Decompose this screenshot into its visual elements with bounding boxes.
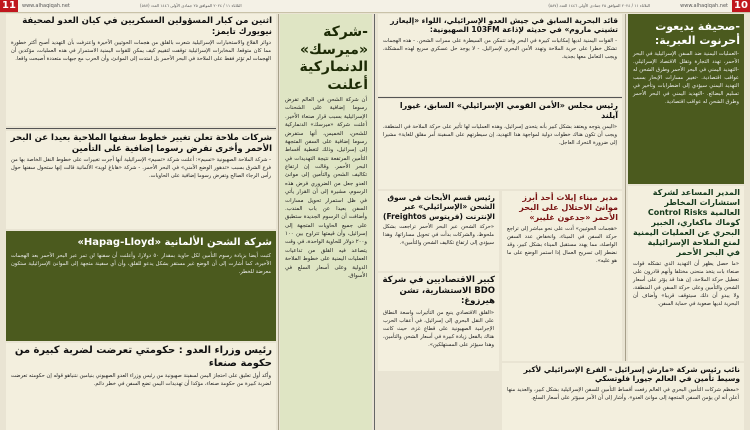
nyt-headline: اثنين من كبار المسؤولين العسكريين في كيان العدو لصحيفة نيويورك تايمز: [22, 16, 272, 37]
shipping-headline: شركات ملاحة تعلن تغيير خطوط سفنها الملاحية بعيدا عن البحر الأحمر وأخرى تفرض رسوما إضافية على التأمين [10, 133, 272, 154]
site-url-left[interactable]: www.alhaqiqah.net [22, 3, 70, 9]
freightos-headline: رئيس قسم الأبحاث في سوق الشحن «الإسرائيلي» عبر الإنترنت (فريتوس Freightos) [383, 193, 495, 221]
navy-commander-body: - القوات اليمنية لديها إمكانيات كبيرة في البحر وقد تتمكن من السيطرة على ممرات الشحن. - هذه الهجمات تشكل خطرا على حرية الملاحة وتهدد الأمن البحري لإسرائيل. - لا يوجد حل عسكري سريع لهذه المشكلة، ويجب التعامل معها بجدية. [383, 37, 617, 60]
yedioth-body: -العمليات اليمنية ضد السفن الإسرائيلية في البحر الأحمر، تهدد التجارة وتقلل الاقتصاد الإسرائيلي. -التهديد اليمني في البحر الأحمر وطرق الشحن له عواقب اقتصادية. -تغيير مسارات الإبحار بسبب التهديد اليمني سيؤدي إلى اضطرابات وتأخير في تسليم البضائع. -التهديد اليمني في البحر الأحمر وطرق الشحن له عواقب اقتصادية. [633, 50, 739, 105]
column-rule [278, 14, 279, 430]
maersk-body: أن شركة الشحن في العالم تفرض رسوما إضافية على الشحنات الإسرائيلية بسبب قرار صنعاء الأخير. أعلنت شركة «ميرسك» الدنماركية للشحن، الخميس، أنها ستفرض رسوما إضافية على السفن المتجهة إلى إسرائيل، وذلك لتغطية أقساط التأمين المرتفعة نتيجة التهديدات في البحر الأحمر. وقالت إن ارتفاع تكاليف الشحن والتأمين إلى موانئ العدو جعل من الضروري فرض هذه الرسوم، مشيرة إلى أن القرار يأتي في ظل استمرار تحويل مسارات السفن بعيدا عن باب المندب. وأضافت أن الرسوم الجديدة ستطبق على جميع الحاويات المتجهة إلى إسرائيل، وأن قيمتها تتراوح بين ١٠٠ و٢٠٠ دولار للحاوية الواحدة، في وقت يتصاعد فيه القلق من تداعيات العمليات اليمنية على خطوط الملاحة الدولية وعلى أسعار السلع في الأسواق. [285, 97, 367, 279]
page-divider [374, 14, 375, 430]
column-rule [625, 14, 626, 361]
control-risks-headline: المدير المساعد لشركة استشارات المخاطر العالمية Control Risks كوماك ماكغاري، الخبير البحري عن العمليات اليمنية لمنع الملاحة الإسرائيلية في البحر الأحمر [632, 188, 740, 257]
shipping-article [6, 131, 276, 229]
site-url-right[interactable]: www.alhaqiqah.net [680, 3, 728, 9]
freightos-article [378, 191, 499, 271]
control-risks-body: «ما حصل يظهر أن التهديد الذي تشكله قوات صنعاء بات يتخذ منحنى مختلفا وأنهم قادرون على تعطيل حركة الملاحة، إن هذا قد يؤثر على أسعار الشحن والتأمين وعلى حركة السفن في المنطقة، ولا يبدو أن ذلك سيتوقف قريبا» وأضاف أن البحرية لديها صعوبة في حماية السفن. [633, 261, 739, 308]
bdo-body: «القلق الاقتصادي ينبع من التأثيرات واسعة النطاق على النقل البحري إلى إسرائيل، في أعقاب الحرب الإجرامية الصهيونية على قطاع غزة، حيث كانت هناك بالفعل زيادة كبيرة في أسعار الشحن والتأمين، وهذا سيؤثر على المستهلكين». [383, 309, 494, 349]
navy-commander-headline: قائد البحرية السابق في جيش العدو الإسرائيلي، اللواء «إليعازر تشيني ماروم» في حديثه لإذاعة 103FM الصهيونية: [390, 16, 618, 35]
freightos-body: «حركة الشحن عبر البحر الأحمر تراجعت بشكل ملحوظ، والشركات بدأت في تحويل مساراتها، وهذا سيؤدي إلى ارتفاع تكاليف الشحن والتأمين». [383, 224, 494, 247]
control-risks-article [628, 186, 744, 361]
section-rule [378, 97, 622, 98]
nyt-body: دوائر القلاع والاستخبارات الإسرائيلية شعرت بالقلق من هجمات الحوثيين الأخيرة واعترفت بأن التهديد أصبح أكثر خطورة مما كان متوقعا. المخابرات الإسرائيلية توقفت لتقييم كيف يمكن للقوات اليمنية الاستمرار في هذه العمليات، مؤكدين أن الهجمات لم تؤثر فقط على الملاحة في البحر الأحمر بل امتدت إلى الموانئ، وأن الحرب مع جبهات متعددة أصبحت واقعا. [11, 40, 271, 63]
maersk-column [280, 14, 372, 430]
yedioth-article [628, 14, 744, 184]
bdo-article [378, 273, 499, 371]
header-bar [0, 0, 750, 13]
minister-article [6, 343, 276, 430]
hapag-article [6, 231, 276, 341]
national-security-headline: رئيس مجلس «الأمن القومي الإسرائيلي» السابق، غيورا آيلند [399, 101, 618, 120]
page-number-left: 11 [0, 0, 18, 12]
yedioth-headline: -صحيفة يديعوت أحرنوت العبرية: [654, 20, 740, 47]
issue-info-left: الثلاثاء ١١ / ٢٠٢٤ الموافق ٢٥ جمادى الأولى ١٤٤٦ العدد (٥٨٧) [140, 3, 242, 8]
maersk-headline: -شركة «ميرسك» الدنماركية أعلنت [299, 24, 368, 93]
hapag-headline: شركة الشحن الألمانية «Hapag-Lloyd» [77, 237, 272, 248]
minister-body: وأكد أول تعليق على احتجاز اليمن لسفينة صهيونية من رئيس وزراء العدو الصهيوني بنيامين نتنياهو قوله إن حكومته تعرضت لضربة كبيرة من حكومة صنعاء، مؤكدا أن تهديدات اليمن تضع السفن في خطر دائم. [11, 373, 271, 388]
marsh-body: «معظم شركات التأمين البحري في العالم رفعت أقساط التأمين للسفن الإسرائيلية بشكل كبير، والعديد منها أعلن أنه لن يؤمن السفن المتجهة إلى موانئ العدو». وأشار إلى أن الأمر سيؤثر على أسعار السلع. [507, 386, 739, 401]
page-number-right: 10 [732, 0, 750, 12]
eilat-article [502, 191, 622, 361]
marsh-headline: نائب رئيس شركة «مارش إسرائيل - الفرع الإسرائيلي لأكبر وسيط تأمين في العالم جيورا فلوتسكي [523, 365, 740, 384]
national-security-article [378, 99, 622, 189]
hapag-body: كتبت أيضا بزيادة رسوم التأمين لكل حاوية بمقدار ٥٠ دولارا، وأعلنت أن سفنها لن تمر عبر البحر الأحمر بعد الهجمات الأخيرة، كما أشارت إلى أن الوضع غير مستقر بشكل يدعو للقلق، وأن أي سفينة متجهة إلى الموانئ الإسرائيلية ستكون معرضة للخطر. [11, 252, 271, 275]
shipping-body: - شركة الملاحة الصهيونية «تسيم»: أعلنت شركة «تسيم» الإسرائيلية أنها أجرت تغييرات على خطوط النقل الخاصة بها من فرع الشرق بسبب «تدهور الوضع الأمني» في البحر الأحمر. - شركة «هاباغ لويد» الألمانية قالت إنها ستحول سفنها حول رأس الرجاء الصالح وتفرض رسوما إضافية على الحاويات. [11, 157, 271, 180]
minister-headline: رئيس وزراء العدو : حكومتي تعرضت لضربة كبيرة من حكومة صنعاء [14, 345, 272, 369]
eilat-headline: مدير ميناء إيلات أحد أبرز موانئ الاحتلال على البحر الأحمر «جدعون غليبر» [519, 193, 618, 222]
nyt-article [6, 14, 276, 126]
section-rule [6, 128, 276, 129]
issue-info-right: الثلاثاء ١١ / ٢٠٢٤ الموافق ٢٥ جمادى الأولى ١٤٤٦ العدد (٥٨٧) [548, 3, 650, 8]
eilat-body: «هجمات الحوثيين» أدت على نحو مباشر إلى تراجع حركة السفن في الميناء، وانخفاض عدد السفن الواصلة، مما يهدد مستقبل الميناء بشكل كبير، وقد نضطر إلى تسريح العمال إذا استمر الوضع على ما هو عليه». [507, 226, 617, 265]
marsh-article [502, 363, 744, 430]
bdo-headline: كبير الاقتصاديين في شركة BDO الاستشارية، تشن هيرزوغ: [382, 275, 495, 307]
navy-commander-article [378, 14, 622, 96]
national-security-body: «اليمن يتوجه ويعتقد بشكل كبير بأنه يتحدى إسرائيل، وهذه العمليات لها تأثير على حركة الملاحة في المنطقة، ويجب أن تكون هناك خطوات دولية لمواجهة هذا التهديد، إن سيطرتهم على السفينة أمر مقلق للغاية» مشيرا إلى ضرورة التحرك العاجل. [383, 124, 617, 147]
